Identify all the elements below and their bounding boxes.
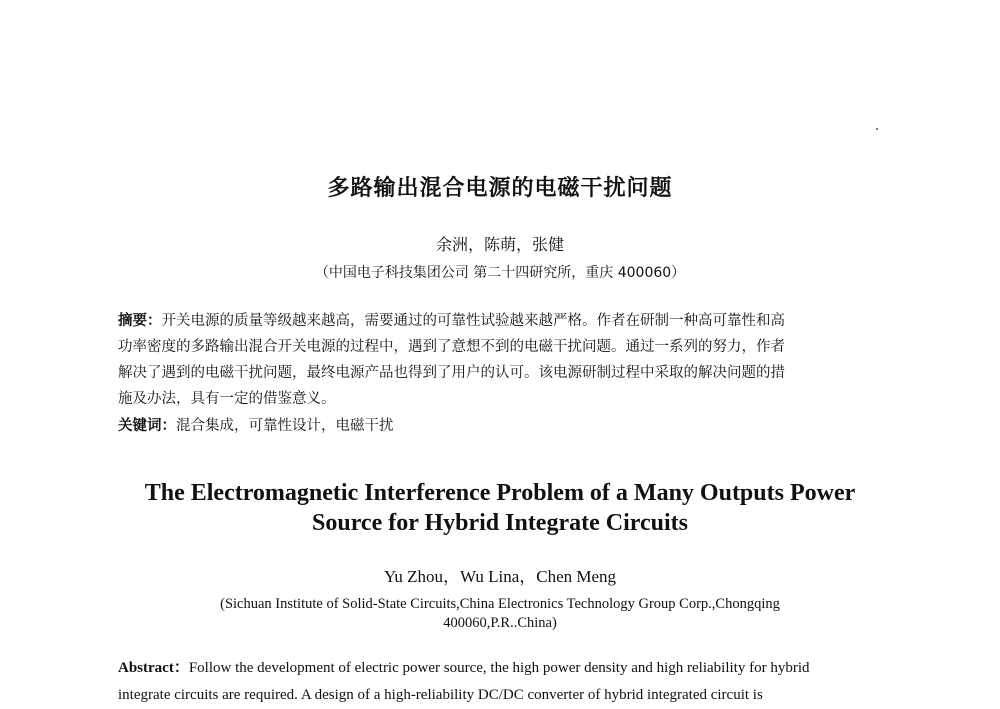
chinese-abstract [118,308,878,412]
english-title-line: The Electromagnetic Interference Problem of a Many Outputs Power [144,480,856,506]
chinese-abstract-line: 解决了遇到的电磁干扰问题，最终电源产品也得到了用户的认可。该电源研制过程中采取的解决问题的措 [118,365,785,381]
english-affiliation-line: 400060,P.R..China) [443,615,557,631]
chinese-abstract-label: 摘要： [118,313,162,329]
english-title [0,478,1000,538]
chinese-keywords-label: 关键词： [118,418,176,434]
english-authors: Yu Zhou，Wu Lina，Chen Meng [383,567,617,586]
chinese-affiliation: （中国电子科技集团公司 第二十四研究所，重庆 400060） [314,265,686,281]
chinese-abstract-text: 开关电源的质量等级越来越高，需要通过的可靠性试验越来越严格。作者在研制一种高可靠性和高 [161,313,785,329]
english-abstract-line [118,655,888,682]
english-affiliation-line: (Sichuan Institute of Solid-State Circuits,China Electronics Technology Group Corp.,Chongqing [220,596,780,612]
chinese-abstract-line: 功率密度的多路输出混合开关电源的过程中，遇到了意想不到的电磁干扰问题。通过一系列的努力，作者 [118,339,785,355]
chinese-keywords-text: 混合集成，可靠性设计，电磁干扰 [176,418,394,434]
english-title-line: Source for Hybrid Integrate Circuits [312,510,688,536]
chinese-keywords [118,413,878,439]
english-abstract [118,655,888,709]
chinese-abstract-line [118,308,878,334]
english-abstract-label: Abstract： [118,660,189,676]
english-abstract-line: integrate circuits are required. A design of a high-reliability DC/DC converter of hybrid integrated circuit is [118,687,763,703]
chinese-title: 多路输出混合电源的电磁干扰问题 [327,176,673,201]
chinese-authors: 余洲，陈萌，张健 [435,235,564,254]
english-affiliation [0,595,1000,633]
english-abstract-text: Follow the development of electric power source, the high power density and high reliability for hybrid [188,660,810,676]
chinese-abstract-line: 施及办法，具有一定的借鉴意义。 [118,391,336,407]
scan-speck [876,128,878,130]
